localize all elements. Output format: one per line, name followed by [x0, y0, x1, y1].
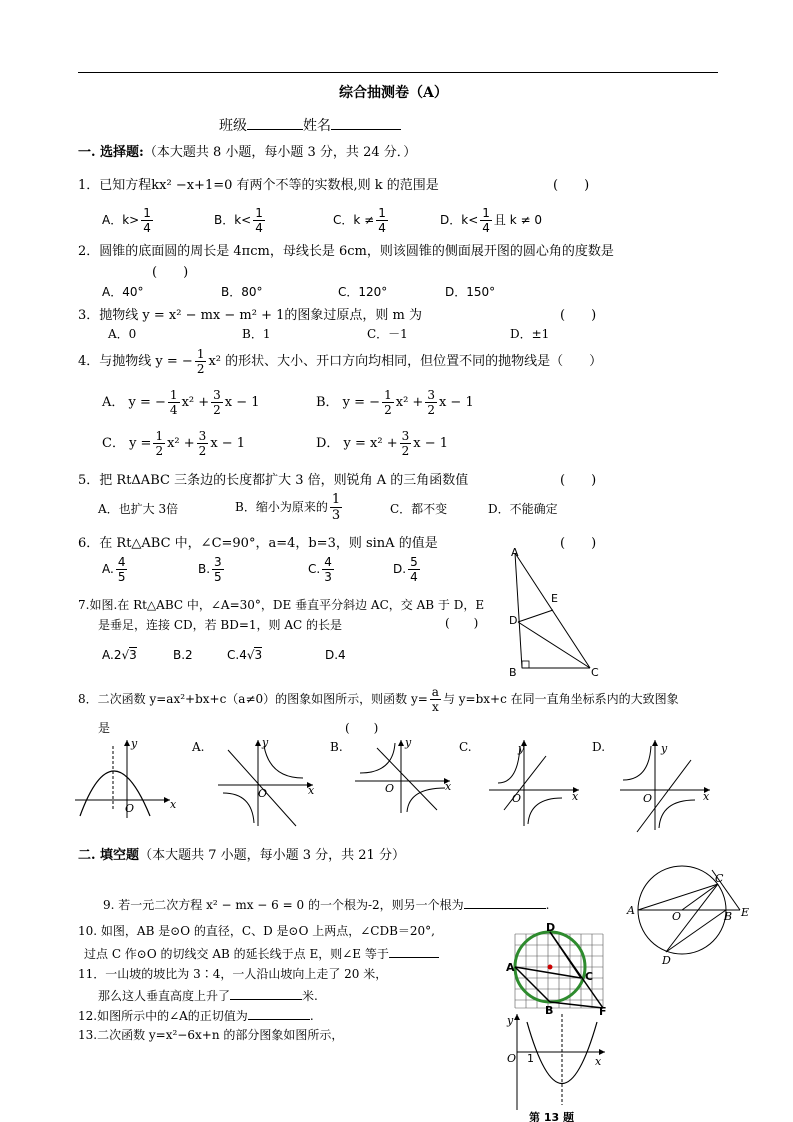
q11-line1: 11．一山坡的坡比为 3∶4，一人沿山坡向上走了 20 米， — [78, 967, 388, 981]
q7-label-c: C — [591, 666, 599, 679]
q10-line2: 过点 C 作⊙O 的切线交 AB 的延长线于点 E，则∠E 等于 — [84, 944, 439, 962]
q8c-x: x — [572, 790, 579, 803]
q4-option-d[interactable]: D． y = x² + $\frac{3}{2}$ x − 1 — [316, 429, 449, 458]
q10-label-c: C — [715, 872, 724, 885]
q1-option-d[interactable]: D．k< $\frac{1}{4}$ 且 k ≠ 0 — [440, 206, 542, 235]
q12-label-b: B — [545, 1004, 554, 1017]
q12-label-d: D — [546, 921, 556, 934]
q13-text: 13.二次函数 y=x²−6x+n 的部分图象如图所示， — [78, 1028, 344, 1042]
q3-paren: ( ) — [560, 308, 597, 323]
q2-option-d[interactable]: D．150° — [445, 285, 496, 299]
name-blank[interactable] — [331, 116, 401, 130]
section1-note: （本大题共 8 小题，每小题 3 分，共 24 分．） — [143, 145, 417, 160]
q13-one: 1 — [527, 1052, 534, 1065]
q8b-y: y — [405, 736, 412, 749]
q7-option-a[interactable]: A.2√3 — [102, 648, 137, 662]
q8b-x: x — [445, 780, 452, 793]
q8-option-a[interactable]: A. — [192, 740, 205, 754]
class-blank[interactable] — [247, 116, 303, 130]
q1-stem: 1．已知方程kx² −x+1=0 有两个不等的实数根,则 k 的范围是 — [78, 178, 439, 193]
q10-line1: 10. 如图，AB 是⊙O 的直径，C、D 是⊙O 上两点，∠CDB＝20°, — [78, 924, 435, 938]
q7-label-d: D — [509, 614, 518, 627]
q8-given-graph — [75, 738, 185, 818]
section2-title: 二. 填空题 — [78, 848, 140, 863]
q12-label-c: C — [585, 970, 594, 983]
q7-option-d[interactable]: D.4 — [325, 648, 346, 662]
q8-option-b[interactable]: B. — [330, 740, 343, 754]
q12-label-a: A — [506, 961, 515, 974]
section2-note: （本大题共 7 小题，每小题 3 分，共 21 分） — [139, 848, 405, 863]
q12-label-f: F — [599, 1005, 607, 1018]
q8c-o: O — [512, 792, 522, 805]
q7-line2: 是垂足，连接 CD，若 BD=1，则 AC 的长是 — [98, 618, 343, 632]
q1-option-a[interactable]: A．k> $\frac{1}{4}$ — [102, 206, 151, 235]
q11-blank[interactable] — [230, 986, 302, 1000]
q8-paren: ( ) — [345, 721, 379, 735]
q7-option-c[interactable]: C.4√3 — [227, 648, 263, 662]
q10-label-b: B — [724, 910, 733, 923]
q8-graph-d — [615, 738, 715, 833]
q12-figure — [505, 922, 610, 1017]
q3-option-c[interactable]: C．－1 — [367, 327, 408, 341]
q7-label-a: A — [511, 546, 519, 559]
q10-label-o: O — [672, 910, 682, 923]
q6-option-c[interactable]: C. $\frac{4}{3}$ — [308, 555, 332, 584]
section1-heading — [78, 141, 416, 160]
q1-option-b[interactable]: B．k< $\frac{1}{4}$ — [214, 206, 263, 235]
name-label: 姓名 — [303, 118, 331, 134]
q8a-o: O — [258, 787, 268, 800]
q7-line1: 7.如图.在 Rt△ABC 中，∠A=30°，DE 垂直平分斜边 AC，交 AB 于 D，E — [78, 598, 485, 612]
q2-option-b[interactable]: B．80° — [221, 285, 263, 299]
q3-option-b[interactable]: B．1 — [242, 327, 271, 341]
class-name-line — [219, 115, 401, 135]
q8d-y: y — [661, 742, 668, 755]
q8-option-c[interactable]: C. — [459, 740, 472, 754]
q8-graph-b — [355, 738, 455, 828]
q6-paren: ( ) — [560, 536, 597, 551]
q3-stem: 3．抛物线 y = x² − mx − m² + 1的图象过原点，则 m 为 — [78, 308, 422, 323]
q8c-y: y — [518, 742, 525, 755]
q8d-o: O — [643, 792, 653, 805]
q2-paren: ( ) — [152, 265, 189, 280]
q5-option-b[interactable]: B．缩小为原来的 $\frac{1}{3}$ — [235, 492, 341, 523]
q4-option-a[interactable]: A． y = − $\frac{1}{4}$ x² + $\frac{3}{2}$ x − 1 — [102, 388, 260, 417]
q1-option-c[interactable]: C．k ≠ $\frac{1}{4}$ — [333, 206, 386, 235]
q5-stem: 5．把 RtΔABC 三条边的长度都扩大 3 倍，则锐角 A 的三角函数值 — [78, 473, 469, 488]
q6-option-d[interactable]: D. $\frac{5}{4}$ — [393, 555, 418, 584]
q8g-x: x — [170, 798, 177, 811]
q5-option-a[interactable]: A．也扩大 3倍 — [98, 502, 179, 516]
q6-stem: 6．在 Rt△ABC 中，∠C=90°，a=4，b=3，则 sinA 的值是 — [78, 536, 438, 551]
q5-paren: ( ) — [560, 473, 597, 488]
q4-option-c[interactable]: C． y = $\frac{1}{2}$ x² + $\frac{3}{2}$ x − 1 — [102, 429, 246, 458]
q4-stem: 4．与抛物线 y = − $\frac{1}{2}$ x² 的形状、大小、开口方向均相同，但位置不同的抛物线是（ ） — [78, 347, 603, 376]
q8-line2: 是 — [98, 721, 111, 735]
q5-option-d[interactable]: D．不能确定 — [488, 502, 558, 516]
q10-label-d: D — [662, 954, 671, 967]
top-rule — [78, 72, 718, 73]
q8g-o: O — [125, 802, 135, 815]
q8-option-d[interactable]: D. — [592, 740, 606, 754]
q12-blank[interactable] — [248, 1006, 310, 1020]
q8-graph-c — [484, 738, 584, 828]
q8d-x: x — [703, 790, 710, 803]
q10-blank[interactable] — [389, 944, 439, 958]
q7-label-e: E — [551, 592, 558, 605]
q8b-o: O — [385, 782, 395, 795]
q5-option-c[interactable]: C．都不变 — [390, 502, 448, 516]
q1-paren: ( ) — [553, 178, 590, 193]
page-title: 综合抽测卷（A） — [339, 85, 448, 101]
q13-figure — [505, 1010, 610, 1122]
q8a-y: y — [262, 736, 269, 749]
q6-option-a[interactable]: A. $\frac{4}{5}$ — [102, 555, 126, 584]
section1-title: 一. 选择题: — [78, 145, 144, 160]
q11-line2: 那么这人垂直高度上升了 米. — [98, 986, 318, 1004]
q8g-y: y — [131, 737, 138, 750]
q3-option-d[interactable]: D．±1 — [510, 327, 550, 341]
q6-option-b[interactable]: B. $\frac{3}{5}$ — [198, 555, 222, 584]
q7-paren: ( ) — [445, 616, 479, 630]
q2-option-c[interactable]: C．120° — [338, 285, 388, 299]
q4-option-b[interactable]: B． y = − $\frac{1}{2}$ x² + $\frac{3}{2}$ x − 1 — [316, 388, 474, 417]
class-label: 班级 — [219, 118, 247, 134]
q8a-x: x — [308, 784, 315, 797]
q9-blank[interactable] — [464, 895, 546, 909]
q7-label-b: B — [509, 666, 517, 679]
q13-o: O — [507, 1052, 517, 1065]
q7-option-b[interactable]: B.2 — [173, 648, 193, 662]
q13-caption: 第 13 题 — [529, 1111, 574, 1122]
q10-label-e: E — [741, 906, 750, 919]
q8-graph-a — [218, 738, 318, 828]
q2-option-a[interactable]: A．40° — [102, 285, 144, 299]
section2-heading — [78, 844, 405, 863]
q3-option-a[interactable]: A．0 — [108, 327, 137, 341]
q2-stem: 2．圆锥的底面圆的周长是 4πcm，母线长是 6cm，则该圆锥的侧面展开图的圆心角的度数是 — [78, 244, 614, 259]
q10-label-a: A — [627, 904, 635, 917]
q10-figure — [627, 862, 760, 967]
q13-y: y — [507, 1014, 514, 1027]
q13-x: x — [595, 1055, 602, 1068]
q12-text: 12.如图所示中的∠A的正切值为 . — [78, 1006, 314, 1024]
q7-figure — [505, 548, 605, 678]
q9-text: 9. 若一元二次方程 x² − mx − 6 = 0 的一个根为-2，则另一个根为 . — [103, 895, 549, 913]
q8-line1: 8．二次函数 y=ax²+bx+c（a≠0）的图象如图所示，则函数 y= $\frac{a}{x}$ 与 y=bx+c 在同一直角坐标系内的大致图象 — [78, 685, 679, 714]
